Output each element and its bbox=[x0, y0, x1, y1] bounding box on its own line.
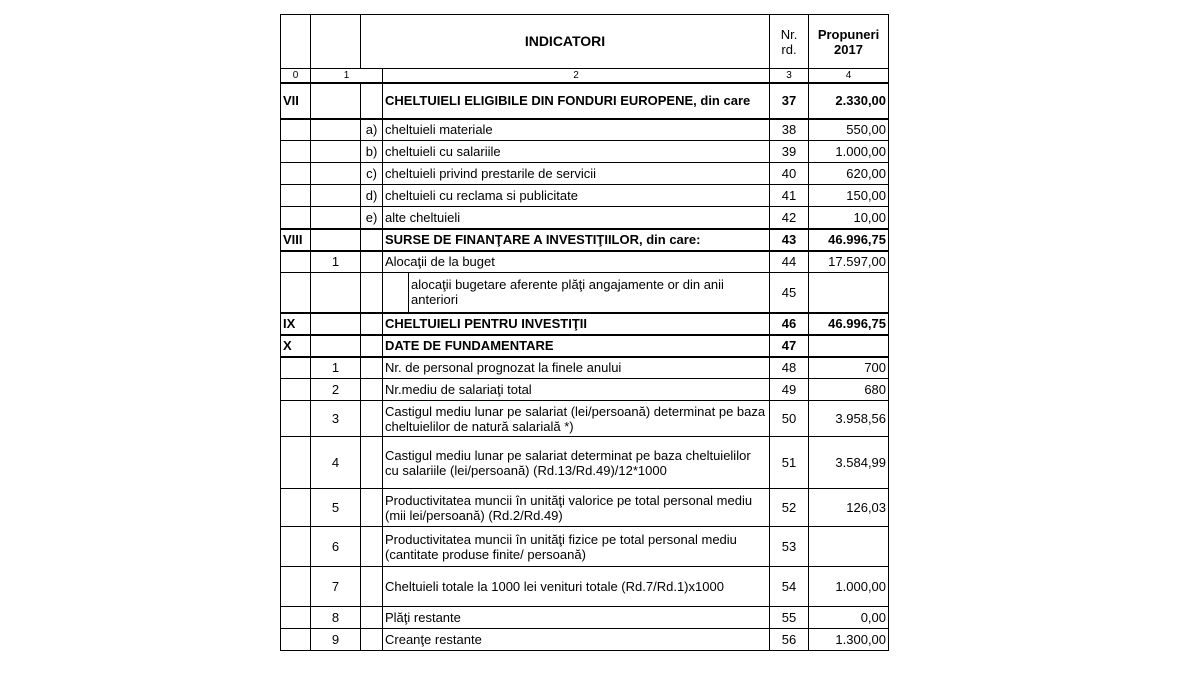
value-2017 bbox=[809, 527, 889, 567]
table-row bbox=[281, 607, 889, 629]
indicator-text: Creanţe restante bbox=[383, 629, 770, 651]
letter-cell bbox=[361, 489, 383, 527]
indicator-text: alte cheltuieli bbox=[383, 207, 770, 229]
indicator-text: SURSE DE FINANŢARE A INVESTIŢIILOR, din care: bbox=[383, 229, 770, 251]
sub-index-cell: 8 bbox=[311, 607, 361, 629]
roman-cell: IX bbox=[281, 313, 311, 335]
sub-index-cell bbox=[311, 229, 361, 251]
letter-cell: a) bbox=[361, 119, 383, 141]
roman-cell bbox=[281, 119, 311, 141]
table-row bbox=[281, 273, 889, 313]
row-number: 38 bbox=[770, 119, 809, 141]
row-number: 55 bbox=[770, 607, 809, 629]
roman-cell bbox=[281, 527, 311, 567]
table-row bbox=[281, 229, 889, 251]
table-row bbox=[281, 629, 889, 651]
row-number: 50 bbox=[770, 401, 809, 437]
roman-cell bbox=[281, 629, 311, 651]
header-propuneri: Propuneri 2017 bbox=[809, 15, 889, 69]
row-number: 43 bbox=[770, 229, 809, 251]
sub-index-cell: 3 bbox=[311, 401, 361, 437]
header-nr-rd: Nr. rd. bbox=[770, 15, 809, 69]
sub-index-cell: 9 bbox=[311, 629, 361, 651]
table-row bbox=[281, 141, 889, 163]
indicator-text: CHELTUIELI ELIGIBILE DIN FONDURI EUROPENE, din care bbox=[383, 83, 770, 119]
roman-cell bbox=[281, 489, 311, 527]
value-2017: 2.330,00 bbox=[809, 83, 889, 119]
row-number: 51 bbox=[770, 437, 809, 489]
roman-cell bbox=[281, 141, 311, 163]
letter-cell bbox=[361, 273, 383, 313]
header-indicatori: INDICATORI bbox=[361, 15, 770, 69]
value-2017: 3.584,99 bbox=[809, 437, 889, 489]
sub-index-cell bbox=[311, 83, 361, 119]
letter-cell bbox=[361, 313, 383, 335]
letter-cell bbox=[361, 379, 383, 401]
value-2017: 0,00 bbox=[809, 607, 889, 629]
indicator-text: DATE DE FUNDAMENTARE bbox=[383, 335, 770, 357]
letter-cell bbox=[361, 437, 383, 489]
row-number: 49 bbox=[770, 379, 809, 401]
roman-cell bbox=[281, 273, 311, 313]
column-index-row bbox=[281, 69, 889, 83]
letter-cell bbox=[361, 83, 383, 119]
table-row bbox=[281, 83, 889, 119]
letter-cell: c) bbox=[361, 163, 383, 185]
row-number: 37 bbox=[770, 83, 809, 119]
row-number: 56 bbox=[770, 629, 809, 651]
roman-cell bbox=[281, 437, 311, 489]
roman-cell: VII bbox=[281, 83, 311, 119]
index-3: 3 bbox=[770, 69, 809, 83]
roman-cell: VIII bbox=[281, 229, 311, 251]
index-0: 0 bbox=[281, 69, 311, 83]
table-row bbox=[281, 335, 889, 357]
value-2017: 17.597,00 bbox=[809, 251, 889, 273]
letter-cell bbox=[361, 607, 383, 629]
table-row bbox=[281, 207, 889, 229]
row-number: 39 bbox=[770, 141, 809, 163]
indicator-text: Productivitatea muncii în unităţi valorice pe total personal mediu (mii lei/persoană) (Rd.2/Rd.49) bbox=[383, 489, 770, 527]
header-row bbox=[281, 15, 889, 69]
table-row bbox=[281, 185, 889, 207]
row-number: 45 bbox=[770, 273, 809, 313]
letter-cell bbox=[361, 527, 383, 567]
table-row bbox=[281, 401, 889, 437]
indicator-text: CHELTUIELI PENTRU INVESTIŢII bbox=[383, 313, 770, 335]
value-2017 bbox=[809, 335, 889, 357]
row-number: 40 bbox=[770, 163, 809, 185]
value-2017: 550,00 bbox=[809, 119, 889, 141]
spacer-cell bbox=[383, 273, 409, 313]
value-2017: 1.000,00 bbox=[809, 141, 889, 163]
value-2017: 10,00 bbox=[809, 207, 889, 229]
indicators-table bbox=[280, 14, 889, 651]
roman-cell bbox=[281, 607, 311, 629]
sub-index-cell bbox=[311, 163, 361, 185]
indicator-text: cheltuieli privind prestarile de servicii bbox=[383, 163, 770, 185]
indicator-text: cheltuieli cu salariile bbox=[383, 141, 770, 163]
sub-index-cell: 7 bbox=[311, 567, 361, 607]
letter-cell bbox=[361, 629, 383, 651]
roman-cell bbox=[281, 379, 311, 401]
value-2017: 620,00 bbox=[809, 163, 889, 185]
indicator-text: Alocaţii de la buget bbox=[383, 251, 770, 273]
roman-cell bbox=[281, 163, 311, 185]
index-2: 2 bbox=[383, 69, 770, 83]
sub-index-cell: 4 bbox=[311, 437, 361, 489]
sub-index-cell: 2 bbox=[311, 379, 361, 401]
indicator-text: cheltuieli cu reclama si publicitate bbox=[383, 185, 770, 207]
indicator-text: Plăţi restante bbox=[383, 607, 770, 629]
indicator-text: Cheltuieli totale la 1000 lei venituri totale (Rd.7/Rd.1)x1000 bbox=[383, 567, 770, 607]
sub-index-cell bbox=[311, 141, 361, 163]
sub-index-cell bbox=[311, 273, 361, 313]
sub-index-cell bbox=[311, 313, 361, 335]
value-2017: 680 bbox=[809, 379, 889, 401]
indicator-text: Nr. de personal prognozat la finele anului bbox=[383, 357, 770, 379]
value-2017: 150,00 bbox=[809, 185, 889, 207]
sub-index-cell: 6 bbox=[311, 527, 361, 567]
sub-index-cell: 1 bbox=[311, 251, 361, 273]
index-4: 4 bbox=[809, 69, 889, 83]
indicator-text: Castigul mediu lunar pe salariat determinat pe baza cheltuielilor cu salariile (lei/persoană) (Rd.13/Rd.49)/12*1000 bbox=[383, 437, 770, 489]
indicator-text: Nr.mediu de salariaţi total bbox=[383, 379, 770, 401]
table-row bbox=[281, 567, 889, 607]
value-2017: 46.996,75 bbox=[809, 229, 889, 251]
letter-cell bbox=[361, 335, 383, 357]
indicator-text: Productivitatea muncii în unităţi fizice pe total personal mediu (cantitate produse finite/ persoană) bbox=[383, 527, 770, 567]
letter-cell: b) bbox=[361, 141, 383, 163]
value-2017: 3.958,56 bbox=[809, 401, 889, 437]
letter-cell bbox=[361, 567, 383, 607]
sub-index-cell bbox=[311, 119, 361, 141]
letter-cell: e) bbox=[361, 207, 383, 229]
roman-cell bbox=[281, 251, 311, 273]
table-row bbox=[281, 437, 889, 489]
table-row bbox=[281, 357, 889, 379]
roman-cell bbox=[281, 185, 311, 207]
indicator-text: Castigul mediu lunar pe salariat (lei/persoană) determinat pe baza cheltuielilor de natură salarială *) bbox=[383, 401, 770, 437]
index-1: 1 bbox=[311, 69, 383, 83]
row-number: 53 bbox=[770, 527, 809, 567]
roman-cell bbox=[281, 567, 311, 607]
table-row bbox=[281, 119, 889, 141]
value-2017: 46.996,75 bbox=[809, 313, 889, 335]
sub-index-cell: 5 bbox=[311, 489, 361, 527]
letter-cell bbox=[361, 229, 383, 251]
table-row bbox=[281, 163, 889, 185]
letter-cell bbox=[361, 357, 383, 379]
letter-cell bbox=[361, 401, 383, 437]
sub-index-cell bbox=[311, 207, 361, 229]
row-number: 42 bbox=[770, 207, 809, 229]
row-number: 52 bbox=[770, 489, 809, 527]
table-row bbox=[281, 379, 889, 401]
table-row bbox=[281, 527, 889, 567]
value-2017 bbox=[809, 273, 889, 313]
table-row bbox=[281, 489, 889, 527]
row-number: 54 bbox=[770, 567, 809, 607]
letter-cell bbox=[361, 251, 383, 273]
roman-cell bbox=[281, 357, 311, 379]
value-2017: 1.000,00 bbox=[809, 567, 889, 607]
row-number: 48 bbox=[770, 357, 809, 379]
sub-index-cell: 1 bbox=[311, 357, 361, 379]
roman-cell: X bbox=[281, 335, 311, 357]
sub-index-cell bbox=[311, 185, 361, 207]
table-row bbox=[281, 251, 889, 273]
roman-cell bbox=[281, 207, 311, 229]
sub-index-cell bbox=[311, 335, 361, 357]
value-2017: 700 bbox=[809, 357, 889, 379]
indicator-text: cheltuieli materiale bbox=[383, 119, 770, 141]
row-number: 47 bbox=[770, 335, 809, 357]
letter-cell: d) bbox=[361, 185, 383, 207]
indicator-text: alocaţii bugetare aferente plăţi angajamente or din anii anteriori bbox=[409, 273, 770, 313]
value-2017: 1.300,00 bbox=[809, 629, 889, 651]
row-number: 44 bbox=[770, 251, 809, 273]
roman-cell bbox=[281, 401, 311, 437]
table-row bbox=[281, 313, 889, 335]
row-number: 46 bbox=[770, 313, 809, 335]
value-2017: 126,03 bbox=[809, 489, 889, 527]
row-number: 41 bbox=[770, 185, 809, 207]
